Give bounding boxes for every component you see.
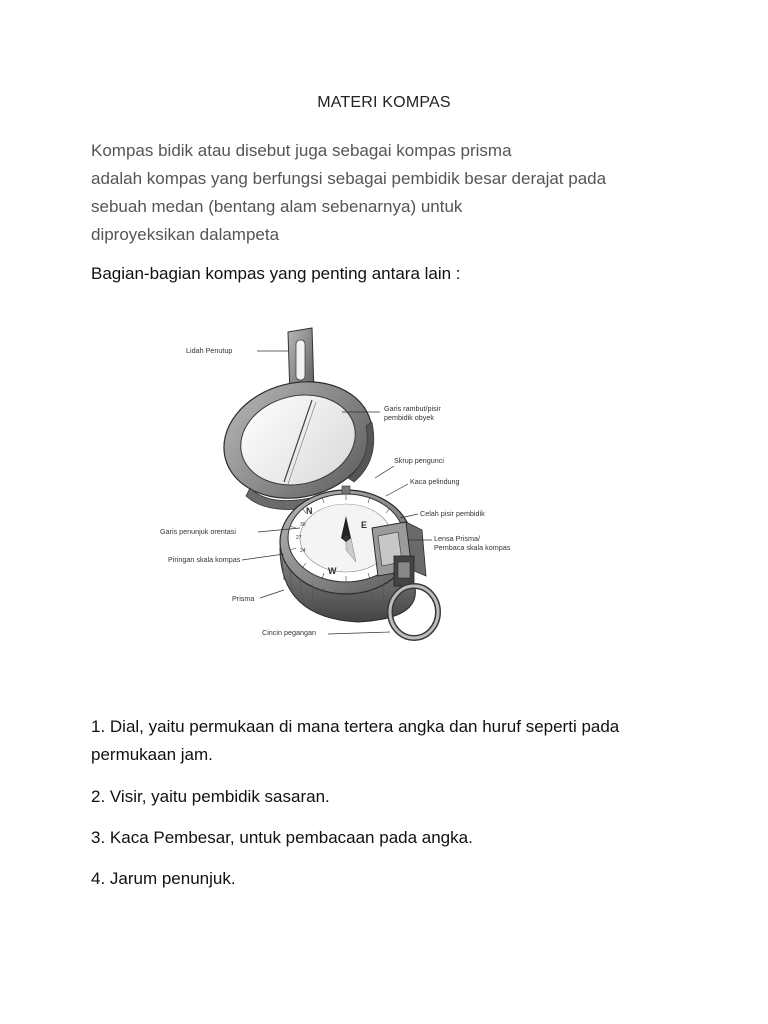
label-cincin-pegangan: Cincin pegangan — [262, 628, 316, 637]
list-item: 3. Kaca Pembesar, untuk pembacaan pada angka. — [91, 828, 473, 847]
list-item: 2. Visir, yaitu pembidik sasaran. — [91, 787, 330, 806]
label-garis-rambut-2: pembidik obyek — [384, 413, 434, 422]
svg-text:30: 30 — [300, 522, 306, 528]
label-kaca-pelindung: Kaca pelindung — [410, 477, 460, 486]
page-title: MATERI KOMPAS — [317, 94, 451, 111]
intro-line: adalah kompas yang berfungsi sebagai pembidik besar derajat pada — [91, 169, 607, 188]
label-lensa-prisma: Lensa Prisma/ — [434, 534, 480, 543]
label-celah-pisir: Celah pisir pembidik — [420, 509, 485, 518]
label-lidah-penutup: Lidah Penutup — [186, 346, 233, 355]
compass-diagram — [150, 318, 570, 653]
list-item: 1. Dial, yaitu permukaan di mana tertera angka dan huruf seperti pada permukaan jam. — [91, 717, 620, 764]
parts-list — [91, 713, 691, 906]
parts-heading: Bagian-bagian kompas yang penting antara lain : — [91, 264, 461, 283]
intro-line: Kompas bidik atau disebut juga sebagai kompas prisma — [91, 141, 512, 160]
list-item: 4. Jarum penunjuk. — [91, 869, 236, 888]
svg-text:24: 24 — [300, 548, 306, 554]
dial-letter-n: N — [306, 506, 313, 516]
intro-line: diproyeksikan dalampeta — [91, 225, 280, 244]
svg-text:27: 27 — [296, 535, 302, 541]
label-garis-rambut: Garis rambut/pisir — [384, 404, 441, 413]
compass-illustration — [150, 318, 570, 653]
intro-paragraph — [91, 137, 691, 249]
label-piringan-skala: Piringan skala kompas — [168, 555, 241, 564]
intro-line: sebuah medan (bentang alam sebenarnya) untuk — [91, 197, 463, 216]
label-prisma: Prisma — [232, 594, 255, 603]
dial-letter-w: W — [328, 566, 337, 576]
label-skrup-pengunci: Skrup pengunci — [394, 456, 444, 465]
dial-letter-e: E — [361, 520, 368, 530]
label-lensa-prisma-2: Pembaca skala kompas — [434, 543, 511, 552]
label-garis-penunjuk: Garis penunjuk orentasi — [160, 527, 236, 536]
